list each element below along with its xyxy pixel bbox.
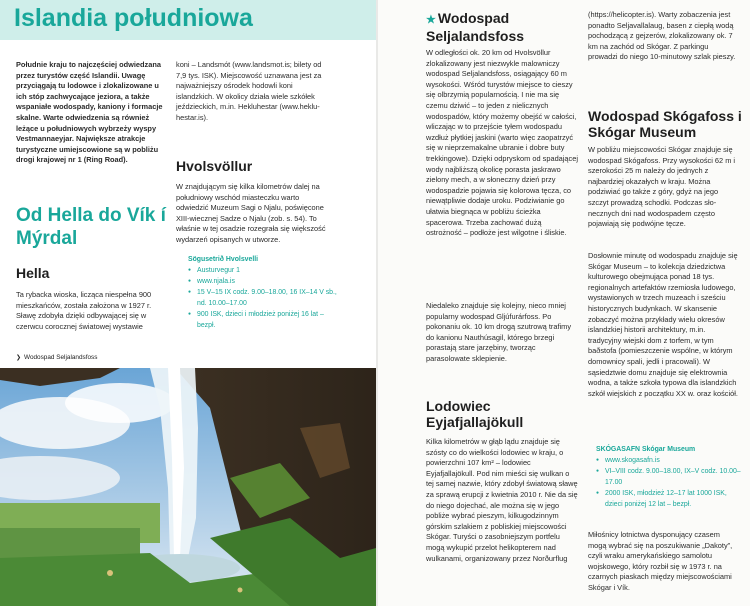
waterfall-photo: [0, 368, 376, 606]
hella-heading: Hella: [16, 265, 50, 281]
skogafoss-paragraph: W pobliżu miejscowości Skógar znajduje się wodospad Skógafoss. Przy wysokości 62 m i szerokości 25 m należy do jednych z najbardziej okazałych w kraju. Można podziwiać go także z góry, gdyż na jego szczyt prowadzą schodki. Podczas słonecznych dni nad wodospadem często pojawiają się podwójne tęcze.: [588, 145, 736, 229]
info-website: ● www.njala.is: [188, 276, 338, 287]
seljalandsfoss-heading-text: Wodospad Seljalandsfoss: [426, 10, 525, 44]
info-title: Sögusetrið Hvolsvelli: [188, 256, 259, 263]
skogar-museum-paragraph: Dosłownie minutę od wodospadu znajduje się Skógar Museum – to kolekcja dziedzictwa kulturowego obejmująca ponad 18 tys. regionalnych artefaktów rzemiosła ludowego, wystawionych w trzech muzeach i sześciu historycznych budynkach. W skansenie zobaczyć można przykłady wielu okresów islandzkiej historii architektury, m.in. tradycyjny wiejski dom z torfem, w tym baðstofa (pomieszczenie wspólne, w którym domownicy spali, jedli i pracowali). W sąsiedztwie domu znajduje się elektrownia wodna, a także szkoła typowa dla islandzkich szkół wiejskich z początku XX w. oraz kościół.: [588, 251, 738, 398]
helicopter-paragraph: (https://helicopter.is). Warty zobaczenia jest ponadto Seljavallalaug, basen z ciepłą wodą pochodzącą z gejzerów, zlokalizowany ok. 7 km na zachód od Skógar. Z parkingu prowadzi do niego 10-minutowy szlak pieszy.: [588, 10, 736, 62]
eyjafjallajokull-paragraph: Kilka kilometrów w głąb lądu znajduje się szósty co do wielkości lodowiec w kraju, o powierzchni 107 km² – lodowiec Eyjafjallajökull. Pod nim mieści się wulkan o tej samej nazwie, który zdobył światową sławę za sprawą erupcji z kwietnia 2010 r. Nie da się do niego dojechać, ale można się w jego pobliże wybrać pieszym, kilkugodzinnym górskim szlakiem z pobliskiej miejscowości Skógar. Turyści o zasobniejszym portfelu mogą wykupić przelot helikopterem nad wulkanami, organizowany przez Norðurflug: [426, 437, 578, 563]
hvolsvollur-heading: Hvolsvöllur: [176, 158, 253, 174]
section-heading: Od Hella do Vík í Mýrdal: [16, 205, 166, 249]
intro-paragraph: Południe kraju to najczęściej odwiedzana przez turystów część Islandii. Uwagę przyciągają tu lodowce i zlokalizowane u ich stóp zachwycające jeziora, a także wspaniałe wodospady, kaniony i formacje skalne. Warte odwiedzenia są również leżące u południowych wybrzeży wyspy Vestmannaeyjar. Największe atrakcje turystyczne umiejscowione są w pobliżu drogi krajowej nr 1 (Ring Road).: [16, 60, 163, 165]
star-icon: ★: [426, 14, 436, 26]
info-hours: ● VI–VIII codz. 9.00–18.00, IX–V codz. 10.00–17.00: [596, 466, 744, 488]
info-price: ● 2000 ISK, młodzież 12–17 lat 1000 ISK, dzieci poniżej 12 lat – bezpł.: [596, 488, 744, 510]
info-hours: ● 15 V–15 IX codz. 9.00–18.00, 16 IX–14 V sb., nd. 10.00–17.00: [188, 287, 338, 309]
right-page: [378, 0, 750, 606]
gljufurarfoss-paragraph: Niedaleko znajduje się kolejny, nieco mniej popularny wodospad Gljúfurárfoss. Po pokonaniu ok. 10 km drogą szutrową trafimy do kanionu Nauthúsagil, którego brzegi porastają stare jarzębiny, tworząc parasolowate sklepienie.: [426, 301, 572, 363]
seljalandsfoss-heading: [426, 10, 576, 44]
info-price: ● 900 ISK, dzieci i młodzież poniżej 16 lat – bezpł.: [188, 309, 338, 331]
eyjafjallajokull-heading: Lodowiec Eyjafjallajökull: [426, 398, 524, 430]
info-title: SKÓGASAFN Skógar Museum: [596, 446, 696, 453]
dakota-paragraph: Miłośnicy lotnictwa dysponujący czasem mogą wybrać się na poszukiwanie „Dakoty”, czyli wraku amerykańskiego samolotu wojskowego, który rozbił się w 1973 r. na czarnych piaskach między miejscowościami Skógar i Vík.: [588, 530, 733, 592]
caption-text: Wodospad Seljalandsfoss: [24, 354, 98, 361]
info-address: ● Austurvegur 1: [188, 265, 338, 276]
hvolsvollur-info-box: [188, 254, 338, 331]
page-title: Islandia południowa: [14, 4, 253, 32]
info-website: ● www.skogasafn.is: [596, 455, 744, 466]
photo-caption: [16, 354, 97, 361]
caption-arrow-icon: ❯: [16, 355, 22, 361]
landsmot-paragraph: koni – Landsmót (www.landsmot.is; bilety od 7,9 tys. ISK). Miejscowość uznawana jest za najważniejszy ośrodek hodowli koni islandzkich. W okolicy działa wiele szkółek jeździeckich, m.in. Hekluhestar (www.hekluhestar.is).: [176, 60, 322, 122]
skogar-info-box: [596, 444, 744, 510]
skogafoss-heading: Wodospad Skógafoss i Skógar Museum: [588, 108, 742, 140]
hella-paragraph: Ta rybacka wioska, licząca niespełna 900 mieszkańców, została założona w 1927 r. Sławę zdobyła dzięki odbywającej się w czerwcu corocznej światowej wystawie: [16, 290, 152, 331]
hvolsvollur-paragraph: W znajdującym się kilka kilometrów dalej na południowy wschód miasteczku warto odwiedzić Muzeum Sagi o Njalu, poświęcone XIII-wiecznej Sadze o Njalu (zob. s. 54). To właśnie w tej osadzie rozegrała się większość wydarzeń opisanych w utworze.: [176, 182, 326, 244]
seljalandsfoss-paragraph: W odległości ok. 20 km od Hvolsvöllur zlokalizowany jest niezwykle malowniczy wodospad Seljalandsfoss, osiągający 60 m wysokości. Wśród turystów miejsce to cieszy się olbrzymią popularnością. I nie ma się czemu dziwić – to jeden z nielicznych wodospadów, który możemy obejść w całości, wliczając w to przejście tyłem wodospadu wzdłuż płytkiej jaskini (warto więc zaopatrzyć się w nieprzemakalne ubranie i dobre buty trekkingowe). Dzięki odpryskom od spadającej wody najbliższą okolicę porasta jaskrawo zielony mech, a w słoneczny dzień przy wodospadzie pojawia się kolorowa tęcza, co niewątpliwie dodaje uroku. Podziwianie go ułatwia biegnąca w pobliżu ścieżka spacerowa. Trzeba zachować dużą ostrożność – podłoże jest wilgotne i śliskie.: [426, 48, 578, 238]
